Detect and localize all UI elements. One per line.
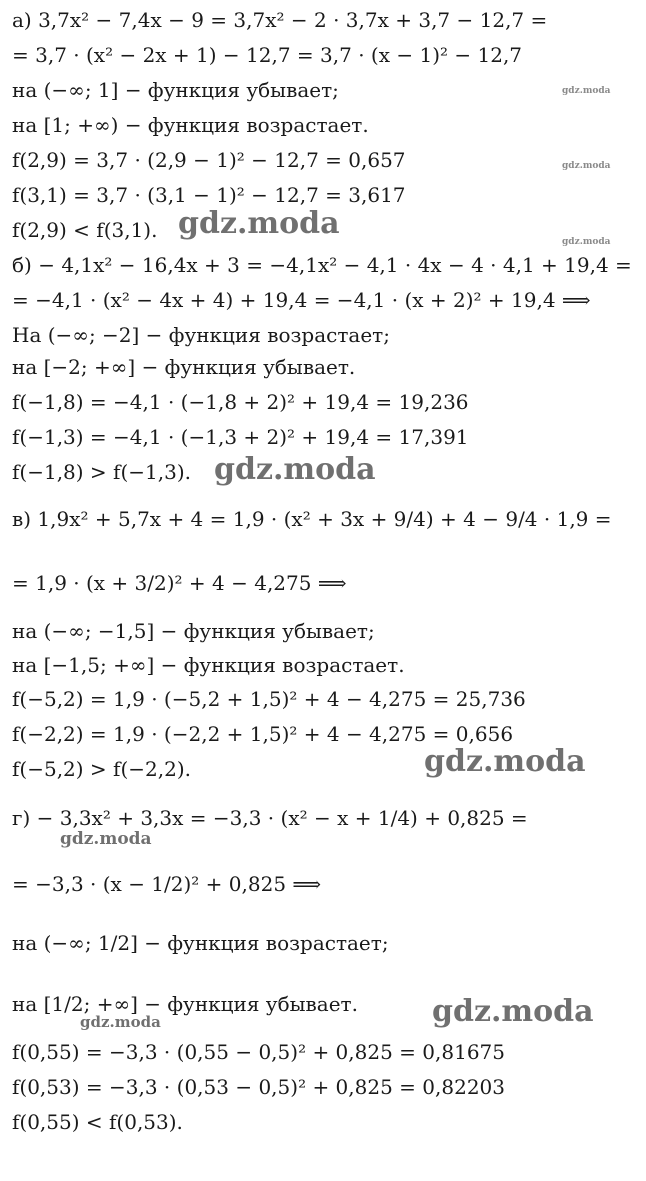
line-b1: б) − 4,1x² − 16,4x + 3 = −4,1x² − 4,1 · 4x − 4 · 4,1 + 19,4 = [12, 253, 632, 277]
line-g6: f(0,53) = −3,3 · (0,53 − 0,5)² + 0,825 = 0,82203 [12, 1075, 505, 1099]
watermark: gdz.moda [562, 237, 611, 247]
line-g1: г) − 3,3x² + 3,3x = −3,3 · (x² − x + 1/4) + 0,825 = [12, 806, 528, 830]
line-v7: f(−5,2) > f(−2,2). [12, 757, 191, 781]
line-b2: = −4,1 · (x² − 4x + 4) + 19,4 = −4,1 · (x + 2)² + 19,4 ⟹ [12, 288, 591, 312]
line-a2: = 3,7 · (x² − 2x + 1) − 12,7 = 3,7 · (x − 1)² − 12,7 [12, 43, 523, 67]
line-a5: f(2,9) = 3,7 · (2,9 − 1)² − 12,7 = 0,657 [12, 148, 406, 172]
line-b3: На (−∞; −2] − функция возрастает; [12, 323, 390, 347]
line-v4: на [−1,5; +∞] − функция возрастает. [12, 653, 405, 677]
line-v2: = 1,9 · (x + 3/2)² + 4 − 4,275 ⟹ [12, 571, 347, 595]
watermark: gdz.moda [562, 86, 611, 96]
line-b5: f(−1,8) = −4,1 · (−1,8 + 2)² + 19,4 = 19,236 [12, 390, 469, 414]
watermark: gdz.moda [178, 206, 340, 241]
line-g5: f(0,55) = −3,3 · (0,55 − 0,5)² + 0,825 = 0,81675 [12, 1040, 505, 1064]
line-a1: а) 3,7x² − 7,4x − 9 = 3,7x² − 2 · 3,7x + 3,7 − 12,7 = [12, 8, 548, 32]
watermark: gdz.moda [562, 161, 611, 171]
watermark: gdz.moda [424, 744, 586, 779]
line-a3: на (−∞; 1] − функция убывает; [12, 78, 339, 102]
line-v3: на (−∞; −1,5] − функция убывает; [12, 619, 375, 643]
watermark: gdz.moda [432, 994, 594, 1029]
watermark: gdz.moda [214, 452, 376, 487]
line-b7: f(−1,8) > f(−1,3). [12, 460, 191, 484]
line-b6: f(−1,3) = −4,1 · (−1,3 + 2)² + 19,4 = 17,391 [12, 425, 469, 449]
line-v1: в) 1,9x² + 5,7x + 4 = 1,9 · (x² + 3x + 9/4) + 4 − 9/4 · 1,9 = [12, 507, 612, 531]
watermark: gdz.moda [60, 829, 152, 849]
line-b4: на [−2; +∞] − функция убывает. [12, 355, 356, 379]
line-g2: = −3,3 · (x − 1/2)² + 0,825 ⟹ [12, 872, 322, 896]
line-g7: f(0,55) < f(0,53). [12, 1110, 183, 1134]
line-a4: на [1; +∞) − функция возрастает. [12, 113, 369, 137]
watermark: gdz.moda [80, 1013, 161, 1031]
line-v5: f(−5,2) = 1,9 · (−5,2 + 1,5)² + 4 − 4,275 = 25,736 [12, 687, 526, 711]
line-v6: f(−2,2) = 1,9 · (−2,2 + 1,5)² + 4 − 4,275 = 0,656 [12, 722, 514, 746]
line-a6: f(3,1) = 3,7 · (3,1 − 1)² − 12,7 = 3,617 [12, 183, 406, 207]
line-a7: f(2,9) < f(3,1). [12, 218, 158, 242]
line-g4: на [1/2; +∞] − функция убывает. [12, 992, 358, 1016]
line-g3: на (−∞; 1/2] − функция возрастает; [12, 931, 389, 955]
